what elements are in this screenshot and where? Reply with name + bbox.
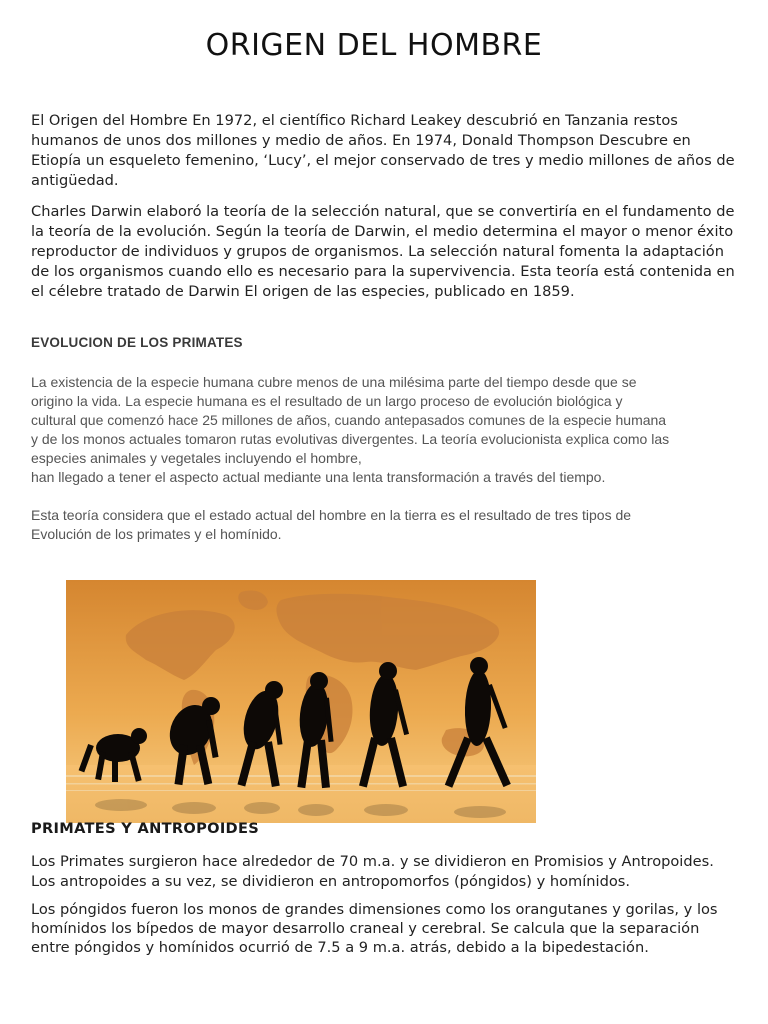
text-line: han llegado a tener el aspecto actual mediante una lenta transformación a través del tiempo.: [31, 469, 606, 485]
text-line: La existencia de la especie humana cubre menos de una milésima parte del tiempo desde que se: [31, 374, 637, 390]
evolution-illustration: [66, 580, 536, 823]
intro-paragraph-leakey: El Origen del Hombre En 1972, el científico Richard Leakey descubrió en Tanzania restos humanos de unos dos millones y medio de años. En 1974, Donald Thompson Descubre en Etiopía un esqueleto femenino, ‘Lucy’, el mejor conservado de tres y medio millones de años de antigüedad.: [31, 112, 735, 189]
section-heading-antropoides: PRIMATES Y ANTROPOIDES: [31, 820, 260, 837]
text-line: y de los monos actuales tomaron rutas evolutivas divergentes. La teoría evolucionista explica como las: [31, 431, 670, 447]
text-line: Evolución de los primates y el homínido.: [31, 526, 282, 542]
text-line: Esta teoría considera que el estado actual del hombre en la tierra es el resultado de tres tipos de: [31, 507, 632, 523]
section-heading-evolucion: EVOLUCION DE LOS PRIMATES: [31, 335, 243, 350]
human-evolution-image: [66, 580, 536, 823]
page-title: ORIGEN DEL HOMBRE: [205, 28, 543, 63]
antropoides-paragraph-2: Los póngidos fueron los monos de grandes dimensiones como los orangutanes y gorilas, y los homínidos los bípedos de mayor desarrollo craneal y cerebral. Se calcula que la separación entre póngidos y homínidos ocurrió de 7.5 a 9 m.a. atrás, debido a la bipedestación.: [31, 901, 718, 956]
text-line: cultural que comenzó hace 25 millones de años, cuando antepasados comunes de la especie humana: [31, 412, 667, 428]
text-line: especies animales y vegetales incluyendo el hombre,: [31, 450, 362, 466]
evolucion-paragraph-1: [31, 373, 743, 487]
text-line: origino la vida. La especie humana es el resultado de un largo proceso de evolución biológica y: [31, 393, 623, 409]
antropoides-paragraph-1: Los Primates surgieron hace alrededor de 70 m.a. y se dividieron en Promisios y Antropoides. Los antropoides a su vez, se dividieron en antropomorfos (póngidos) y homínidos.: [31, 853, 714, 890]
intro-paragraph-darwin: Charles Darwin elaboró la teoría de la selección natural, que se convertiría en el fundamento de la teoría de la evolución. Según la teoría de Darwin, el medio determina el mayor o menor éxito reproductor de individuos y grupos de organismos. La selección natural fomenta la adaptación de los organismos cuando ello es necesario para la supervivencia. Esta teoría está contenida en el célebre tratado de Darwin El origen de las especies, publicado en 1859.: [31, 203, 735, 300]
evolucion-paragraph-2: [31, 506, 743, 544]
